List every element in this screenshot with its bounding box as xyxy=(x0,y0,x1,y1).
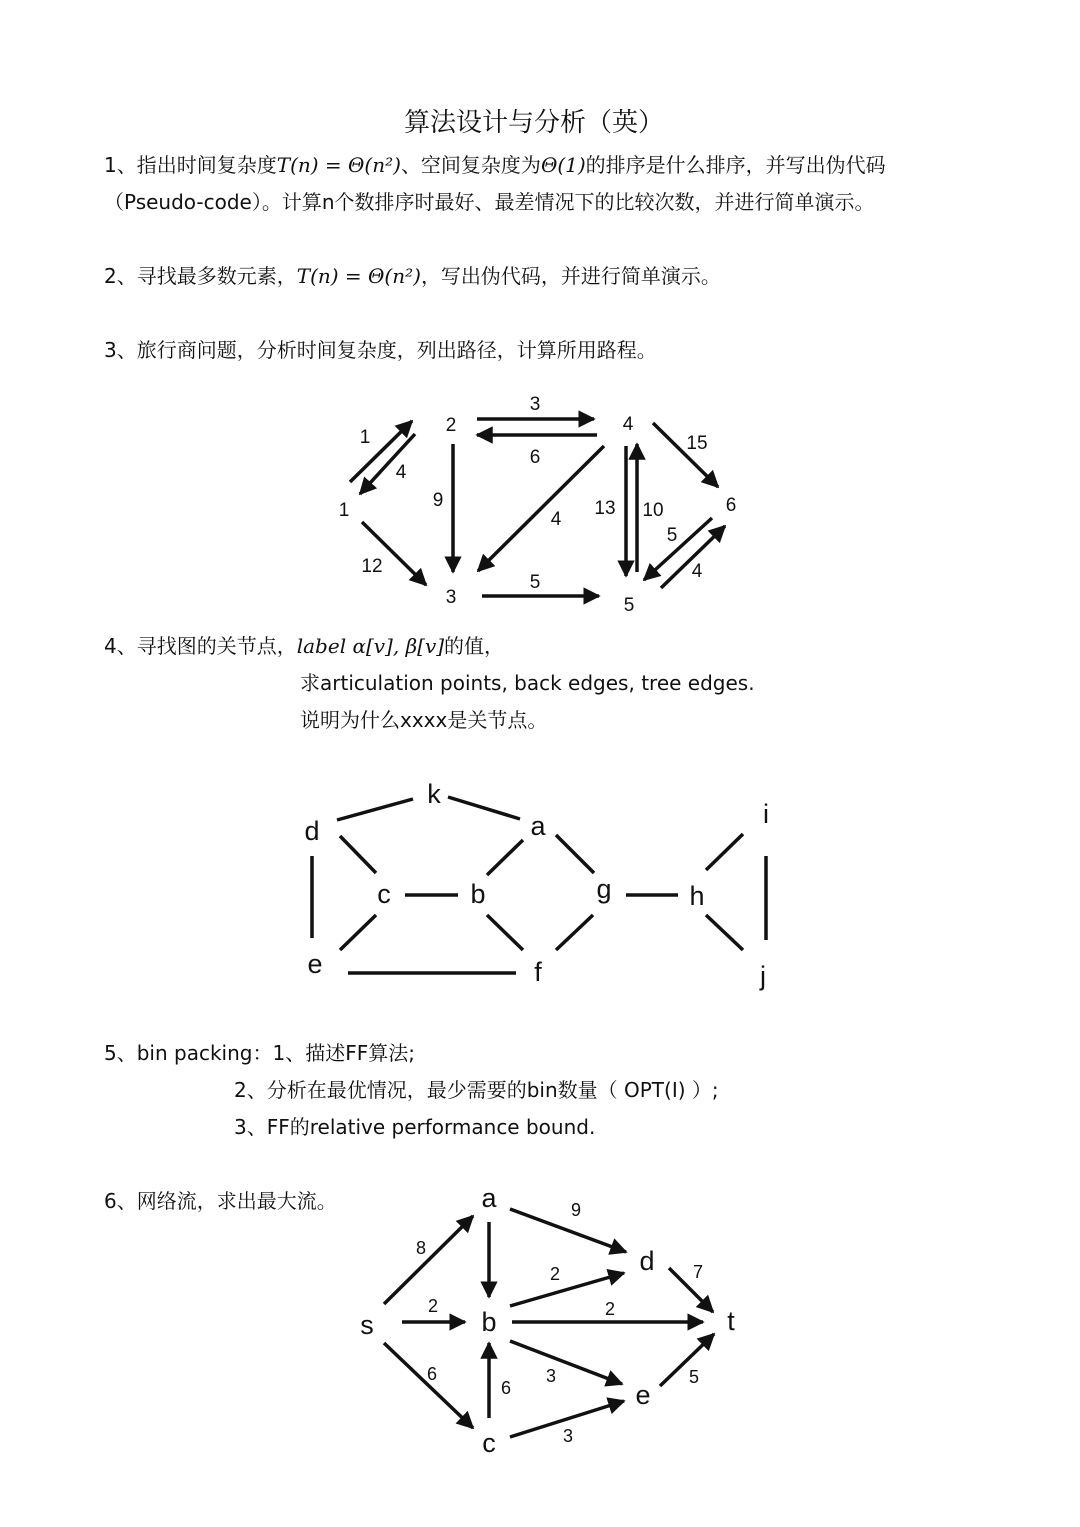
question-4-line-2: 求articulation points, back edges, tree edges. xyxy=(300,671,755,695)
node-b: b xyxy=(470,879,486,909)
question-4-suffix: 的值， xyxy=(444,634,505,658)
edge-label-3-5: 5 xyxy=(529,572,541,593)
node-s: s xyxy=(360,1310,374,1340)
edge-label-2-3: 9 xyxy=(432,490,444,511)
edge-label-4-5: 13 xyxy=(594,498,616,519)
question-6: 6、网络流，求出最大流。 xyxy=(104,1189,337,1213)
node-e: e xyxy=(307,949,323,979)
edge-label-b-e: 3 xyxy=(545,1366,557,1386)
node-6: 6 xyxy=(725,495,737,516)
question-5-line-3: 3、FF的relative performance bound. xyxy=(234,1115,596,1139)
node-a: a xyxy=(481,1183,497,1213)
question-1-suffix: 的排序是什么排序，并写出伪代码 xyxy=(585,153,886,177)
edge-s-c xyxy=(384,1343,473,1428)
page-title: 算法设计与分析（英） xyxy=(404,108,665,138)
node-5: 5 xyxy=(623,595,635,616)
node-4: 4 xyxy=(622,414,634,435)
edge-label-4-2: 6 xyxy=(529,447,541,468)
node-c: c xyxy=(482,1428,496,1458)
node-d: d xyxy=(304,816,320,846)
edge-label-5-4: 10 xyxy=(642,500,664,521)
question-1-space-complexity: Θ(1) xyxy=(540,153,586,177)
question-4-line-3: 说明为什么xxxx是关节点。 xyxy=(300,708,548,732)
edge-d-t xyxy=(669,1268,713,1312)
edge-label-e-t: 5 xyxy=(688,1367,700,1387)
edge-label-5-6: 4 xyxy=(691,561,703,582)
question-1-time-complexity: T(n) = Θ(n²) xyxy=(276,153,401,177)
node-d: d xyxy=(639,1246,655,1276)
node-b: b xyxy=(481,1307,497,1337)
edge-label-4-3: 4 xyxy=(550,509,562,530)
edge-label-s-a: 8 xyxy=(415,1238,427,1258)
edge-label-1-3: 12 xyxy=(361,556,383,577)
node-h: h xyxy=(689,881,705,911)
edge-label-a-d: 9 xyxy=(570,1200,582,1220)
node-f: f xyxy=(534,957,542,987)
question-2-complexity: T(n) = Θ(n²) xyxy=(296,264,421,288)
node-3: 3 xyxy=(445,587,457,608)
edge-label-b-d: 2 xyxy=(549,1264,561,1284)
edge-label-b-t: 2 xyxy=(604,1299,616,1319)
node-2: 2 xyxy=(445,415,457,436)
question-4-prefix: 4、寻找图的关节点， xyxy=(104,634,297,658)
node-g: g xyxy=(596,874,612,904)
question-1-line-2: （Pseudo-code）。计算n个数排序时最好、最差情况下的比较次数，并进行简单演示。 xyxy=(104,190,875,214)
edge-b-e xyxy=(510,1341,622,1384)
node-t: t xyxy=(727,1306,735,1336)
node-c: c xyxy=(377,879,391,909)
node-1: 1 xyxy=(338,500,350,521)
edge-a-d xyxy=(510,1209,626,1252)
question-1-mid: 、空间复杂度为 xyxy=(400,153,541,177)
question-3: 3、旅行商问题，分析时间复杂度，列出路径，计算所用路程。 xyxy=(104,338,657,362)
node-e: e xyxy=(635,1380,651,1410)
edge-label-c-e: 3 xyxy=(562,1426,574,1446)
node-a: a xyxy=(530,811,546,841)
edge-label-d-t: 7 xyxy=(692,1262,704,1282)
question-5-line-2: 2、分析在最优情况，最少需要的bin数量（ OPT(I) ）; xyxy=(234,1078,719,1102)
edge-label-2-4: 3 xyxy=(529,394,541,415)
edge-label-s-b: 2 xyxy=(427,1296,439,1316)
edge-label-2-1: 4 xyxy=(395,462,407,483)
question-5-line-1: 5、bin packing：1、描述FF算法; xyxy=(104,1041,415,1065)
edge-label-1-2: 1 xyxy=(359,427,371,448)
edge-label-c-b: 6 xyxy=(500,1378,512,1398)
edge-label-s-c: 6 xyxy=(426,1364,438,1384)
question-4-labels: label α[v], β[v] xyxy=(296,634,445,658)
node-k: k xyxy=(427,779,441,809)
question-2-suffix: ，写出伪代码，并进行简单演示。 xyxy=(420,264,721,288)
node-j: j xyxy=(760,961,766,991)
edge-label-4-6: 15 xyxy=(686,433,708,454)
question-1-prefix: 1、指出时间复杂度 xyxy=(104,153,277,177)
edge-label-6-5: 5 xyxy=(666,525,678,546)
node-i: i xyxy=(763,799,769,829)
edge-s-a xyxy=(384,1216,473,1304)
edge-e-t xyxy=(660,1334,714,1386)
question-2-prefix: 2、寻找最多数元素， xyxy=(104,264,297,288)
